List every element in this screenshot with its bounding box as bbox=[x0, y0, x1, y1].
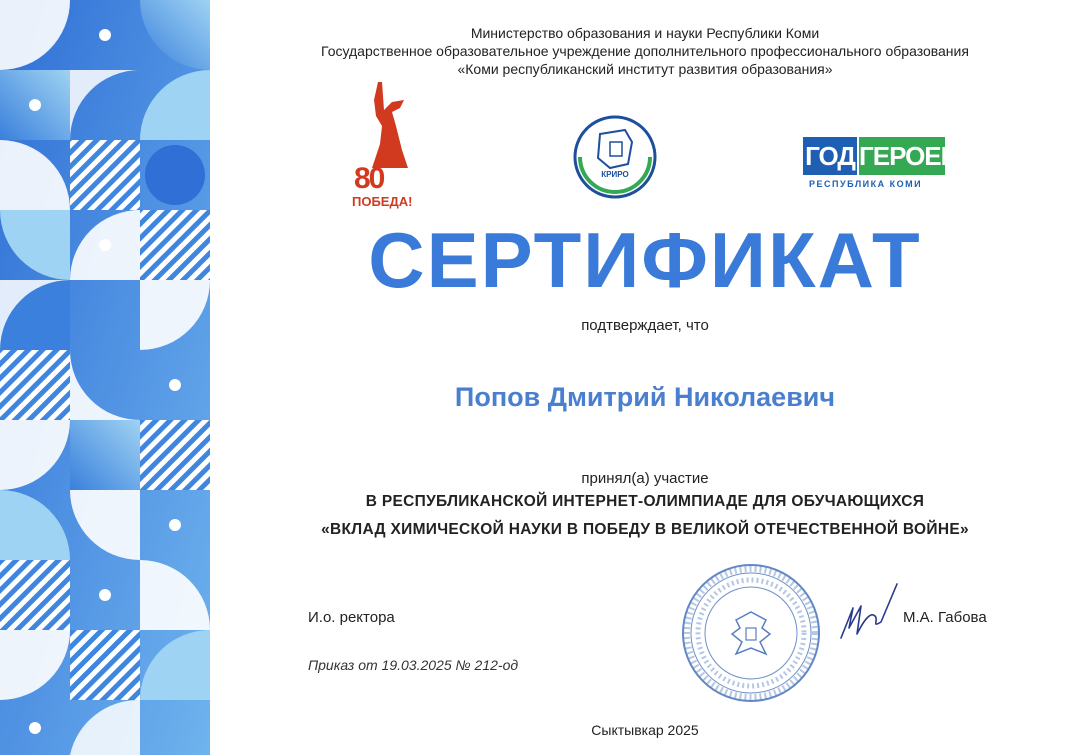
certificate-title: СЕРТИФИКАТ bbox=[368, 216, 922, 304]
recipient-name: Попов Дмитрий Николаевич bbox=[454, 382, 836, 412]
order-reference: Приказ от 19.03.2025 № 212-од bbox=[308, 657, 519, 673]
heroes-logo-part2: ГЕРОЕВ bbox=[859, 137, 945, 175]
confirms-text: подтверждает, что bbox=[581, 317, 709, 334]
kriro-logo bbox=[570, 112, 660, 202]
victory-word: ПОБЕДА! bbox=[352, 194, 413, 209]
city-year: Сыктывкар 2025 bbox=[591, 722, 699, 738]
handwritten-signature bbox=[835, 578, 905, 648]
official-stamp bbox=[680, 562, 822, 704]
decorative-pattern bbox=[0, 0, 210, 755]
signer-title: И.о. ректора bbox=[308, 609, 395, 626]
victory-number: 80 bbox=[354, 162, 384, 195]
signer-name: М.А. Габова bbox=[903, 609, 987, 626]
event-line-2: «ВКЛАД ХИМИЧЕСКОЙ НАУКИ В ПОБЕДУ В ВЕЛИКОЙ ОТЕЧЕСТВЕННОЙ ВОЙНЕ» bbox=[321, 521, 969, 538]
year-of-heroes-logo bbox=[803, 137, 959, 192]
kriro-label: КРИРО bbox=[601, 170, 629, 179]
institution-line: Государственное образовательное учреждение дополнительного профессионального образования bbox=[321, 43, 969, 59]
participated-text: принял(а) участие bbox=[581, 470, 709, 487]
heroes-logo-part1: ГОД bbox=[803, 137, 857, 175]
event-line-1: В РЕСПУБЛИКАНСКОЙ ИНТЕРНЕТ-ОЛИМПИАДЕ ДЛЯ ОБУЧАЮЩИХСЯ bbox=[365, 493, 925, 510]
institute-name-line: «Коми республиканский институт развития образования» bbox=[457, 61, 833, 77]
heroes-logo-subtitle: РЕСПУБЛИКА КОМИ bbox=[809, 179, 923, 189]
ministry-line: Министерство образования и науки Республики Коми bbox=[470, 25, 820, 41]
kriro-emblem-icon bbox=[570, 112, 660, 202]
motherland-statue-icon bbox=[352, 80, 424, 170]
victory-80-logo bbox=[352, 80, 424, 212]
